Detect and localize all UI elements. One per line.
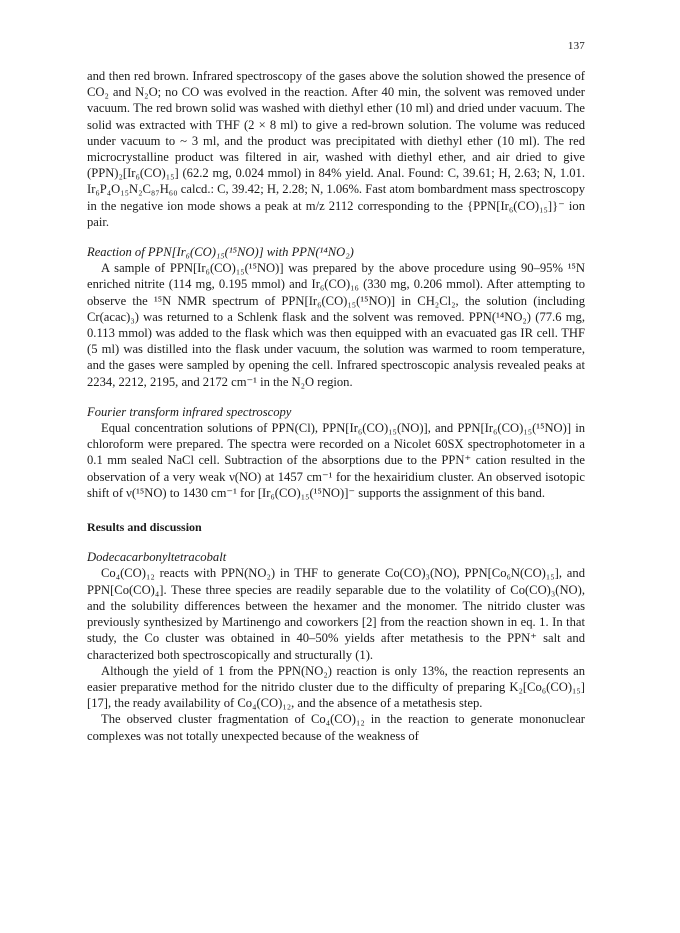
paragraph-ftir: Equal concentration solutions of PPN(Cl), PPN[Ir₆(CO)₁₅(NO)], and PPN[Ir₆(CO)₁₅(¹⁵NO)] in chloroform were prepared. The spectra were recorded on a Nicolet 60SX spectrophotometer in a 0.1 mm sealed NaCl cell. Subtraction of the absorptions due to the PPN⁺ cation resulted in the observation of a very weak ν(NO) at 1457 cm⁻¹ for the hexairidium cluster. An observed isotopic shift of ν(¹⁵NO) to 1430 cm⁻¹ for [Ir₆(CO)₁₅(¹⁵NO)]⁻ supports the assignment of this band. (87, 421, 585, 500)
paragraph-fragmentation: The observed cluster fragmentation of Co₄(CO)₁₂ in the reaction to generate mononuclear complexes was not totally unexpected because of the weakness of (87, 712, 585, 743)
subsection-heading-reaction: Reaction of PPN[Ir₆(CO)₁₅(¹⁵NO)] with PPN(¹⁴NO₂) (87, 245, 354, 260)
subsection-heading-ftir: Fourier transform infrared spectroscopy (87, 404, 292, 419)
section-heading-results: Results and discussion (87, 520, 202, 535)
body-text (87, 68, 585, 744)
paragraph-yield: Although the yield of 1 from the PPN(NO₂) reaction is only 13%, the reaction represents an easier preparative method for the nitrido cluster due to the difficulty of preparing K₂[Co₆(CO)₁₅] [17], the ready availability of Co₄(CO)₁₂, and the absence of a metathesis step. (87, 663, 585, 711)
paragraph-reaction: A sample of PPN[Ir₆(CO)₁₅(¹⁵NO)] was prepared by the above procedure using 90–95% ¹⁵N enriched nitrite (114 mg, 0.195 mmol) and Ir₆(CO)₁₆ (330 mg, 0.206 mmol). After attempting to observe the ¹⁵N NMR spectrum of PPN[Ir₆(CO)₁₅(¹⁵NO)] in CH₂Cl₂, the solution (including Cr(acac)₃) was returned to a Schlenk flask and the solvent was removed. PPN(¹⁴NO₂) (77.6 mg, 0.113 mmol) was added to the flask which was then equipped with an evacuated gas IR cell. THF (5 ml) was distilled into the flask under vacuum, the solution was warmed to room temperature, and the gases were sampled by opening the cell. Infrared spectroscopic analysis revealed peaks at 2234, 2212, 2195, and 2172 cm⁻¹ in the N₂O region. (87, 261, 585, 389)
page-number: 137 (567, 40, 585, 52)
paragraph-continuation: and then red brown. Infrared spectroscopy of the gases above the solution showed the presence of CO₂ and N₂O; no CO was evolved in the reaction. After 40 min, the solvent was removed under vacuum. The red brown solid was washed with diethyl ether (10 ml) and dried under vacuum. The solid was extracted with THF (2 × 8 ml) to give a red-brown solution. The volume was reduced under vacuum to ~ 3 ml, and the product was precipitated with diethyl ether (10 ml). The red microcrystalline product was filtered in air, washed with diethyl ether, and air dried to give (PPN)₂[Ir₆(CO)₁₅] (62.2 mg, 0.024 mmol) in 84% yield. Anal. Found: C, 39.61; H, 2.63; N, 1.01. Ir₆P₄O₁₅N₂C₈₇H₆₀ calcd.: C, 39.42; H, 2.28; N, 1.06%. Fast atom bombardment mass spectroscopy in the negative ion mode shows a peak at m/z 2112 corresponding to the {PPN[Ir₆(CO)₁₅]}⁻ ion pair. (87, 69, 585, 229)
subsection-heading-cobalt: Dodecacarbonyltetracobalt (87, 550, 227, 565)
paragraph-cobalt-reaction: Co₄(CO)₁₂ reacts with PPN(NO₂) in THF to generate Co(CO)₃(NO), PPN[Co₆N(CO)₁₅], and PPN[Co(CO)₄]. These three species are readily separable due to the volatility of Co(CO)₃(NO), and the solubility differences between the hexamer and the monomer. The nitrido cluster was previously synthesized by Martinengo and coworkers [2] from the reaction shown in eq. 1. In that study, the Co cluster was obtained in 40–50% yields after metathesis to the PPN⁺ salt and characterized both spectroscopically and structurally (1). (87, 566, 585, 662)
